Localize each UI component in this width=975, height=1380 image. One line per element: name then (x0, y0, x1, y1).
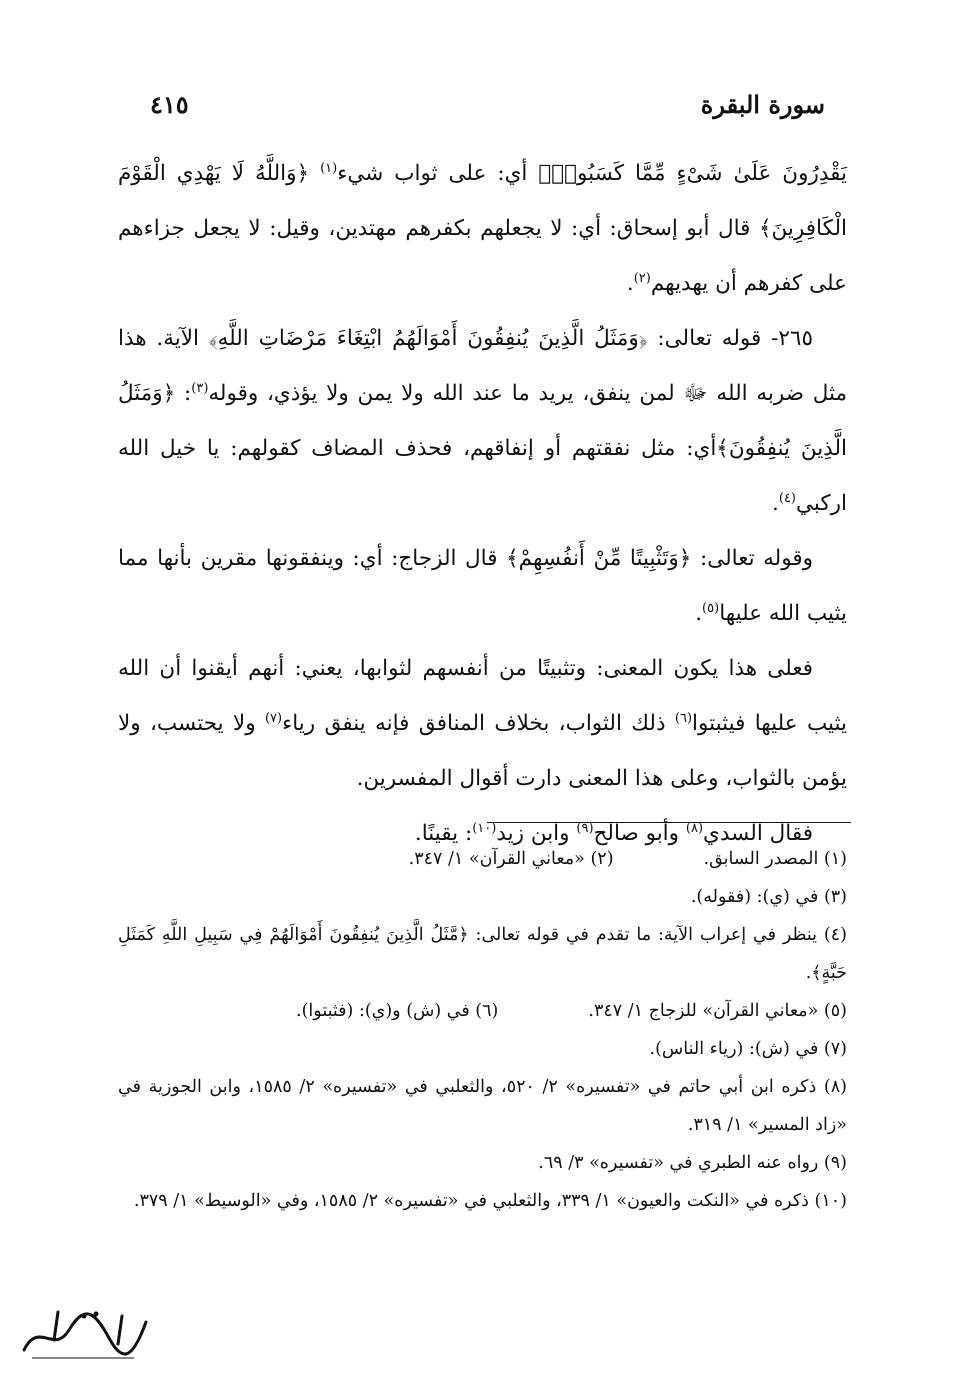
footnote-7: (٧) في (ش): (رياء الناس). (649, 1039, 847, 1059)
footnote-ref: (٢) (633, 270, 651, 286)
text-span: . (626, 271, 634, 296)
text-span: يَقْدِرُونَ عَلَىٰ شَىْءٍ مِّمَّا كَسَبُوا۟﴾ أي: على ثواب شيء (337, 161, 848, 186)
footnote-ref: (٥) (702, 600, 720, 616)
footnote-ref: (١) (320, 160, 338, 176)
footnote-ref: (٨) (685, 820, 704, 836)
text-span: . (772, 491, 779, 516)
footnote-10: (١٠) ذكره في «النكت والعيون» ١/ ٣٣٩، والثعلبي في «تفسيره» ٢/ ١٥٨٥، وفي «الوسيط» ١/ ٣٧٩. (133, 1191, 847, 1211)
footnote-8: (٨) ذكره ابن أبي حاتم في «تفسيره» ٢/ ٥٢٠، والثعلبي في «تفسيره» ٢/ ١٥٨٥، وابن الجوزية في «زاد المسير» ١/ ٣١٩. (118, 1077, 847, 1135)
footnote-5: (٥) «معاني القرآن» للزجاج ١/ ٣٤٧. (588, 1001, 847, 1021)
page-header (150, 84, 825, 124)
footnote-4: (٤) ينظر في إعراب الآية: ما تقدم في قوله تعالى: ﴿مَّثَلُ الَّذِينَ يُنفِقُونَ أَمْوَالَهُمْ فِي سَبِيلِ اللَّهِ كَمَثَلِ حَبَّةٍ﴾. (118, 925, 847, 983)
footnote-ref: (١٠) (472, 820, 497, 836)
paragraph-4 (118, 641, 847, 806)
paragraph-2 (118, 311, 847, 531)
footnote-ref: (٤) (778, 490, 796, 506)
text-span: ﴿وَاللَّهُ لَا يَهْدِي الْقَوْمَ الْكَافِرِينَ﴾ قال أبو إسحاق: أي: لا يجعلهم بكفرهم مهتدين، وقيل: لا يجعل جزاءهم على كفرهم أن يهديهم (118, 161, 847, 296)
text-span: : يقينًا. (414, 821, 473, 846)
footnote-6: (٦) في (ش) و(ي): (فثبتوا). (296, 1001, 499, 1021)
calligraphy-logo-icon (14, 1300, 154, 1364)
surah-title: سورة البقرة (700, 89, 825, 119)
paragraph-3 (118, 531, 847, 641)
text-span: ٢٦٥- قوله تعالى: ﴿وَمَثَلُ الَّذِينَ يُنفِقُونَ أَمْوَالَهُمُ ابْتِغَاءَ مَرْضَاتِ اللَّهِ﴾ الآية. هذا مثل ضربه الله ﷻ لمن ينفق، يريد ما عند الله ولا يمن ولا يؤذي، وقوله (118, 326, 847, 406)
footnote-ref: (٧) (264, 710, 283, 726)
footnote-row (118, 992, 847, 1030)
footnote-9: (٩) رواه عنه الطبري في «تفسيره» ٣/ ٦٩. (538, 1153, 847, 1173)
footnote-ref: (٦) (674, 710, 693, 726)
main-text (118, 146, 847, 861)
footnote-ref: (٩) (576, 820, 594, 836)
text-span: وقوله تعالى: ﴿وَتَثْبِيتًا مِّنْ أَنفُسِهِمْ﴾ قال الزجاج: أي: وينفقونها مقرين بأنها مما يثيب الله عليها (118, 546, 847, 626)
footnote-1: (١) المصدر السابق. (703, 849, 847, 869)
text-span: فعلى هذا يكون المعنى: وتثبيتًا من أنفسهم لثوابها، يعني: أنهم أيقنوا أن الله يثيب عليها فيثبتوا (118, 656, 848, 736)
text-span: . (695, 601, 703, 626)
footnote-row (118, 840, 847, 878)
footnote-divider (487, 822, 851, 823)
publisher-logo (14, 1300, 154, 1364)
text-span: فقال السدي (703, 821, 813, 846)
footnote-ref: (٣) (191, 380, 209, 396)
footnote-3: (٣) في (ي): (فقوله). (690, 887, 847, 907)
text-span: وابن زيد (496, 821, 577, 846)
paragraph-1 (118, 146, 847, 311)
text-span: ذلك الثواب، بخلاف المنافق فإنه ينفق رياء (282, 711, 675, 736)
footnotes (118, 840, 847, 1220)
page-number: ٤١٥ (150, 89, 189, 119)
text-span: : ﴿وَمَثَلُ الَّذِينَ يُنفِقُونَ﴾أي: مثل نفقتهم أو إنفاقهم، فحذف المضاف كقولهم: يا خيل الله اركبي (118, 381, 847, 516)
text-span: وأبو صالح (593, 821, 686, 846)
footnote-2: (٢) «معاني القرآن» ١/ ٣٤٧. (408, 849, 614, 869)
text-span: ولا يحتسب، ولا يؤمن بالثواب، وعلى هذا المعنى دارت أقوال المفسرين. (118, 711, 847, 791)
